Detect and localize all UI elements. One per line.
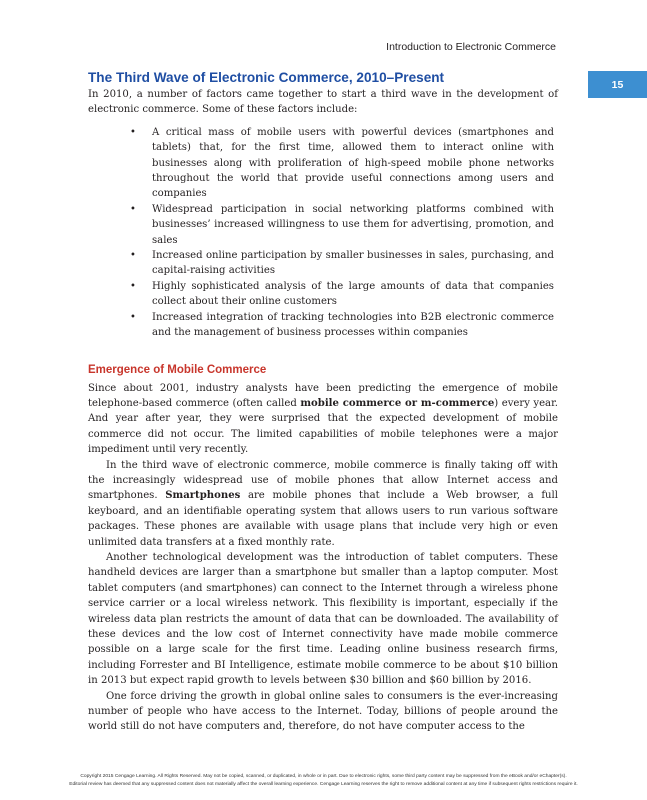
bullet-icon: •	[130, 311, 136, 323]
paragraph-text: are mobile phones that include a Web browser, a full keyboard, and an identifiable operating system that allows users to run various software packages. These phones are available with usage plans that include very high or even unlimited data transfers at a fixed monthly rate.	[88, 490, 559, 548]
paragraph-internet-access: One force driving the growth in global online sales to consumers is the ever-increasing number of people who have access to the Internet. Today, billions of people around the world still do not have computers and, therefore, do not have computer access to the	[88, 690, 558, 733]
editorial-notice: Editorial review has deemed that any suppressed content does not materially affect the overall learning experience. Cengage Learning reserves the right to remove additional content at any time if subsequent rights restrictions require it.	[69, 782, 578, 787]
list-item-text: Increased online participation by smaller businesses in sales, purchasing, and capital-raising activities	[152, 250, 554, 277]
paragraph-text: In the third wave of electronic commerce, mobile commerce is finally taking off with the increasingly widespread use of mobile phones that allow Internet access and smartphones.	[88, 459, 558, 502]
bullet-icon: •	[130, 280, 136, 292]
list-item-text: A critical mass of mobile users with powerful devices (smartphones and tablets) that, for the first time, allowed them to interact online with businesses along with proliferation of high-speed mobile phone networks throughout the world that provide useful connections among users and companies	[152, 126, 554, 200]
list-item	[130, 310, 558, 341]
list-item-text: Highly sophisticated analysis of the large amounts of data that companies collect about their online customers	[152, 280, 554, 308]
copyright-notice: Copyright 2015 Cengage Learning. All Rights Reserved. May not be copied, scanned, or duplicated, in whole or in part. Due to electronic rights, some third party content may be suppressed from the eBook and/or eChapter(s).	[80, 774, 567, 779]
list-item	[130, 248, 558, 279]
page-number: 15	[611, 78, 624, 91]
paragraph-smartphones	[88, 458, 558, 550]
list-item	[130, 202, 558, 248]
list-item	[130, 279, 558, 310]
paragraph-mobile-commerce-history	[88, 381, 558, 458]
key-term: mobile commerce or m-commerce	[300, 397, 495, 409]
list-item-text: Widespread participation in social networking platforms combined with businesses’ increased willingness to use them for advertising, promotion, and sales	[152, 203, 554, 246]
paragraph-text: ) every year. And year after year, they were surprised that the expected development of mobile commerce did not occur. The limited capabilities of mobile telephones were a major impediment until very recently.	[88, 397, 558, 456]
bullet-icon: •	[130, 250, 136, 262]
page-content	[88, 68, 558, 735]
paragraph-tablets: Another technological development was the introduction of tablet computers. These handheld devices are larger than a smartphone but smaller than a laptop computer. Most tablet computers (and smartphones) can connect to the Internet through a wireless phone service carrier or a local wireless network. This flexibility is important, especially if the wireless data plan restricts the amount of data that can be downloaded. The availability of these devices and the low cost of Internet connectivity have made mobile commerce possible on a large scale for the first time. Leading online business research firms, including Forrester and BI Intelligence, estimate mobile commerce to be about $10 billion in 2013 but expect rapid growth to levels between $30 billion and $60 billion by 2016.	[88, 551, 558, 687]
list-item	[130, 125, 558, 202]
factors-list	[88, 125, 558, 341]
bullet-icon: •	[130, 126, 136, 138]
running-head: Introduction to Electronic Commerce	[386, 41, 556, 53]
section-intro: In 2010, a number of factors came together to start a third wave in the development of electronic commerce. Some of these factors include:	[88, 89, 558, 116]
paragraph-text: Since about 2001, industry analysts have been predicting the emergence of mobile telephone-based commerce (often called	[88, 382, 558, 409]
key-term: Smartphones	[165, 490, 241, 502]
list-item-text: Increased integration of tracking technologies into B2B electronic commerce and the management of business processes within companies	[152, 311, 554, 339]
page-number-tab	[588, 71, 647, 98]
section-title: The Third Wave of Electronic Commerce, 2010–Present	[88, 70, 445, 85]
bullet-icon: •	[130, 203, 136, 215]
subsection-title: Emergence of Mobile Commerce	[88, 363, 267, 376]
